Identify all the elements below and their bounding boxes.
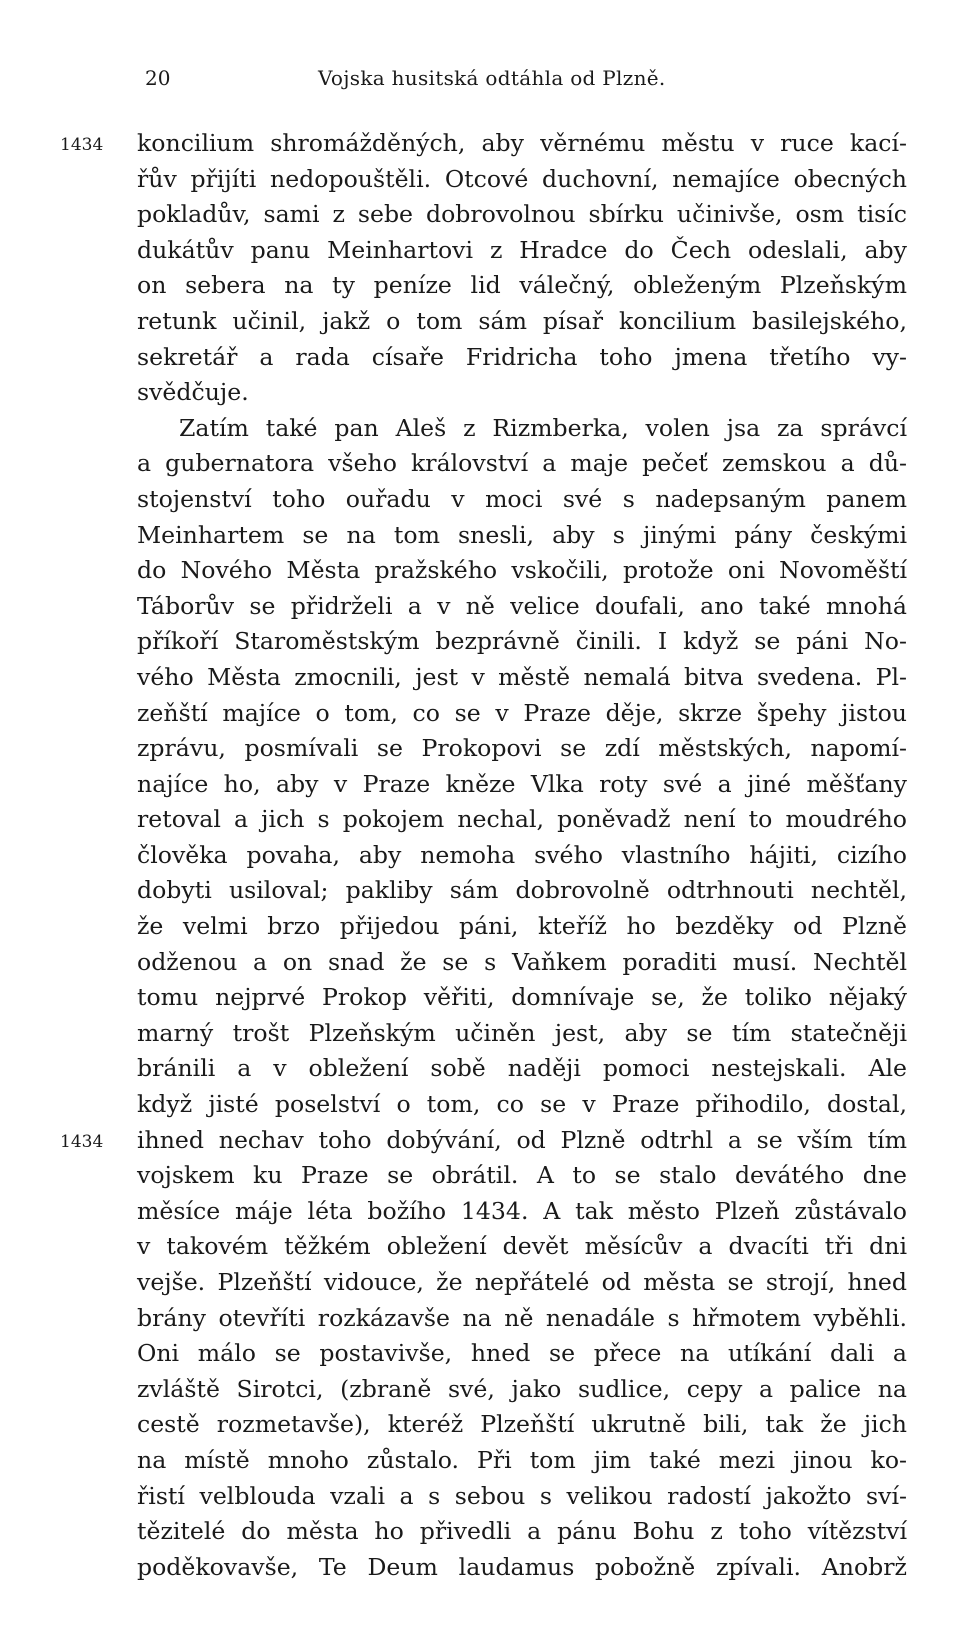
text-line: že velmi brzo přijedou páni, kteříž ho bezděky od Plzně [137, 912, 907, 941]
text-line: vejše. Plzeňští vidouce, že nepřátelé od města se strojí, hned [137, 1268, 907, 1296]
text-line: vojskem ku Praze se obrátil. A to se stalo devátého dne [137, 1161, 907, 1190]
text-line: do Nového Města pražského vskočili, protože oni Novoměští [137, 556, 907, 585]
text-line: brány otevříti rozkázavše na ně nenadále s hřmotem vyběhli. [137, 1303, 907, 1332]
text-line: pokladův, sami z sebe dobrovolnou sbírku učinivše, osm tisíc [137, 200, 907, 229]
text-line: odženou a on snad že se s Vaňkem poraditi musí. Nechtěl [137, 947, 907, 976]
text-line: zprávu, posmívali se Prokopovi se zdí městských, napomí- [137, 734, 907, 763]
text-line: tomu nejprvé Prokop věřiti, domnívaje se, že toliko nějaký [137, 983, 907, 1012]
text-line: cestě rozmetavše), kteréž Plzeňští ukrutně bili, tak že jich [137, 1410, 907, 1439]
margin-year-note: 1434 [60, 1132, 104, 1152]
text-line: ihned nechav toho dobývání, od Plzně odtrhl a se vším tím [137, 1125, 907, 1154]
text-line: tězitelé do města ho přivedli a pánu Bohu z toho vítězství [137, 1517, 907, 1546]
text-line: sekretář a rada císaře Fridricha toho jmena třetího vy- [137, 342, 907, 371]
margin-year-note: 1434 [60, 135, 104, 155]
text-line: dukátův panu Meinhartovi z Hradce do Čech odeslali, aby [137, 235, 907, 264]
text-line: bránili a v obležení sobě naději pomoci nestejskali. Ale [137, 1054, 907, 1083]
page-number: 20 [145, 66, 171, 90]
text-line: měsíce máje léta božího 1434. A tak město Plzeň zůstávalo [137, 1196, 907, 1225]
text-line: člověka povaha, aby nemoha svého vlastního hájiti, cizího [137, 840, 907, 869]
text-line: koncilium shromážděných, aby věrnému městu v ruce kací- [137, 129, 907, 157]
running-title: Vojska husitská odtáhla od Plzně. [318, 66, 666, 90]
text-line: retoval a jich s pokojem nechal, poněvadž není to moudrého [137, 805, 907, 834]
text-line: on sebera na ty peníze lid válečný, obleženým Plzeňským [137, 271, 907, 300]
text-line: řův přijíti nedopouštěli. Otcové duchovní, nemajíce obecných [137, 164, 907, 193]
text-line: zvláště Sirotci, (zbraně své, jako sudlice, cepy a palice na [137, 1374, 907, 1403]
text-line: Meinhartem se na tom snesli, aby s jinými pány českými [137, 520, 907, 549]
text-line: zeňští majíce o tom, co se v Praze děje, skrze špehy jistou [137, 698, 907, 727]
text-line: svědčuje. [137, 378, 249, 407]
text-line: v takovém těžkém obležení devět měsícův a dvacíti tři dni [137, 1232, 907, 1261]
body-text [137, 126, 907, 1585]
text-line: vého Města zmocnili, jest v městě nemalá bitva svedena. Pl- [137, 662, 907, 691]
text-line: a gubernatora všeho království a maje pečeť zemskou a dů- [137, 449, 907, 478]
text-line: Zatím také pan Aleš z Rizmberka, volen jsa za správcí [179, 413, 907, 442]
text-line: příkoří Staroměstským bezprávně činili. I když se páni No- [137, 627, 907, 656]
text-line: Táborův se přidrželi a v ně velice doufali, ano také mnohá [137, 591, 907, 620]
page-header [0, 66, 960, 98]
text-line: řistí velblouda vzali a s sebou s velikou radostí jakožto sví- [137, 1481, 907, 1510]
text-line: Oni málo se postavivše, hned se přece na utíkání dali a [137, 1339, 907, 1368]
text-line: marný trošt Plzeňským učiněn jest, aby se tím statečněji [137, 1018, 907, 1047]
text-line: poděkovavše, Te Deum laudamus pobožně zpívali. Anobrž [137, 1552, 907, 1581]
text-line: retunk učinil, jakž o tom sám písař koncilium basilejského, [137, 306, 907, 335]
text-line: stojenství toho ouřadu v moci své s nadepsaným panem [137, 484, 907, 513]
text-line: najíce ho, aby v Praze kněze Vlka roty své a jiné měšťany [137, 769, 907, 798]
text-line: dobyti usiloval; pakliby sám dobrovolně odtrhnouti nechtěl, [137, 876, 907, 905]
text-line: když jisté poselství o tom, co se v Praze přihodilo, dostal, [137, 1090, 907, 1119]
text-line: na místě mnoho zůstalo. Při tom jim také mezi jinou ko- [137, 1445, 907, 1474]
